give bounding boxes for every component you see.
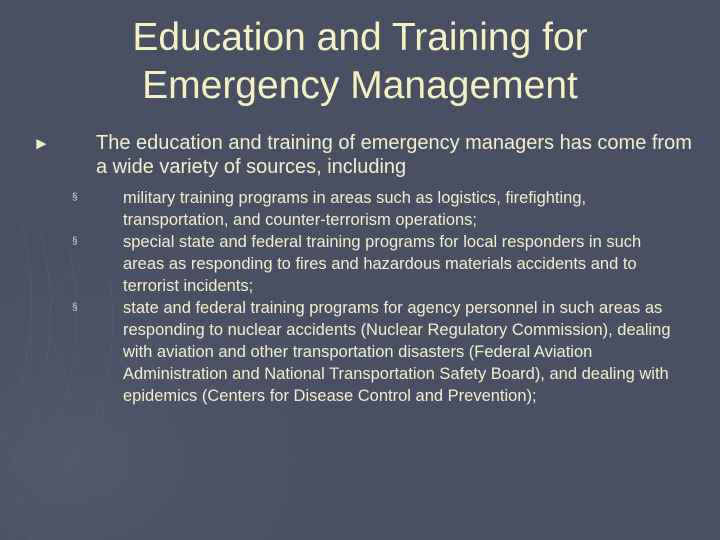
section-bullet-icon: § (72, 302, 78, 313)
slide-title: Education and Training for Emergency Management (132, 16, 588, 107)
sub-bullet-text: state and federal training programs for agency personnel in such areas as responding to nuclear accidents (Nuclear Regulatory Commission), dealing with aviation and other transportation disasters (Federal Aviation Administration and National Transportation Safety Board), and dealing with epidemics (Centers for Disease Control and Prevention); (123, 299, 671, 405)
main-bullet-text: The education and training of emergency managers has come from a wide variety of sources, including (96, 132, 692, 178)
sub-bullet-text: military training programs in areas such as logistics, firefighting, transportation, and counter-terrorism operations; (123, 189, 587, 229)
sub-bullet-list (0, 187, 720, 407)
section-bullet-icon: § (72, 192, 78, 203)
sub-bullet-item (0, 231, 683, 297)
sub-bullet-item (0, 297, 683, 407)
sub-bullet-text: special state and federal training programs for local responders in such areas as responding to fires and hazardous materials accidents and to terrorist incidents; (123, 233, 642, 295)
section-bullet-icon: § (72, 236, 78, 247)
sub-bullet-item (0, 187, 683, 231)
arrow-bullet-icon: ► (33, 134, 50, 153)
